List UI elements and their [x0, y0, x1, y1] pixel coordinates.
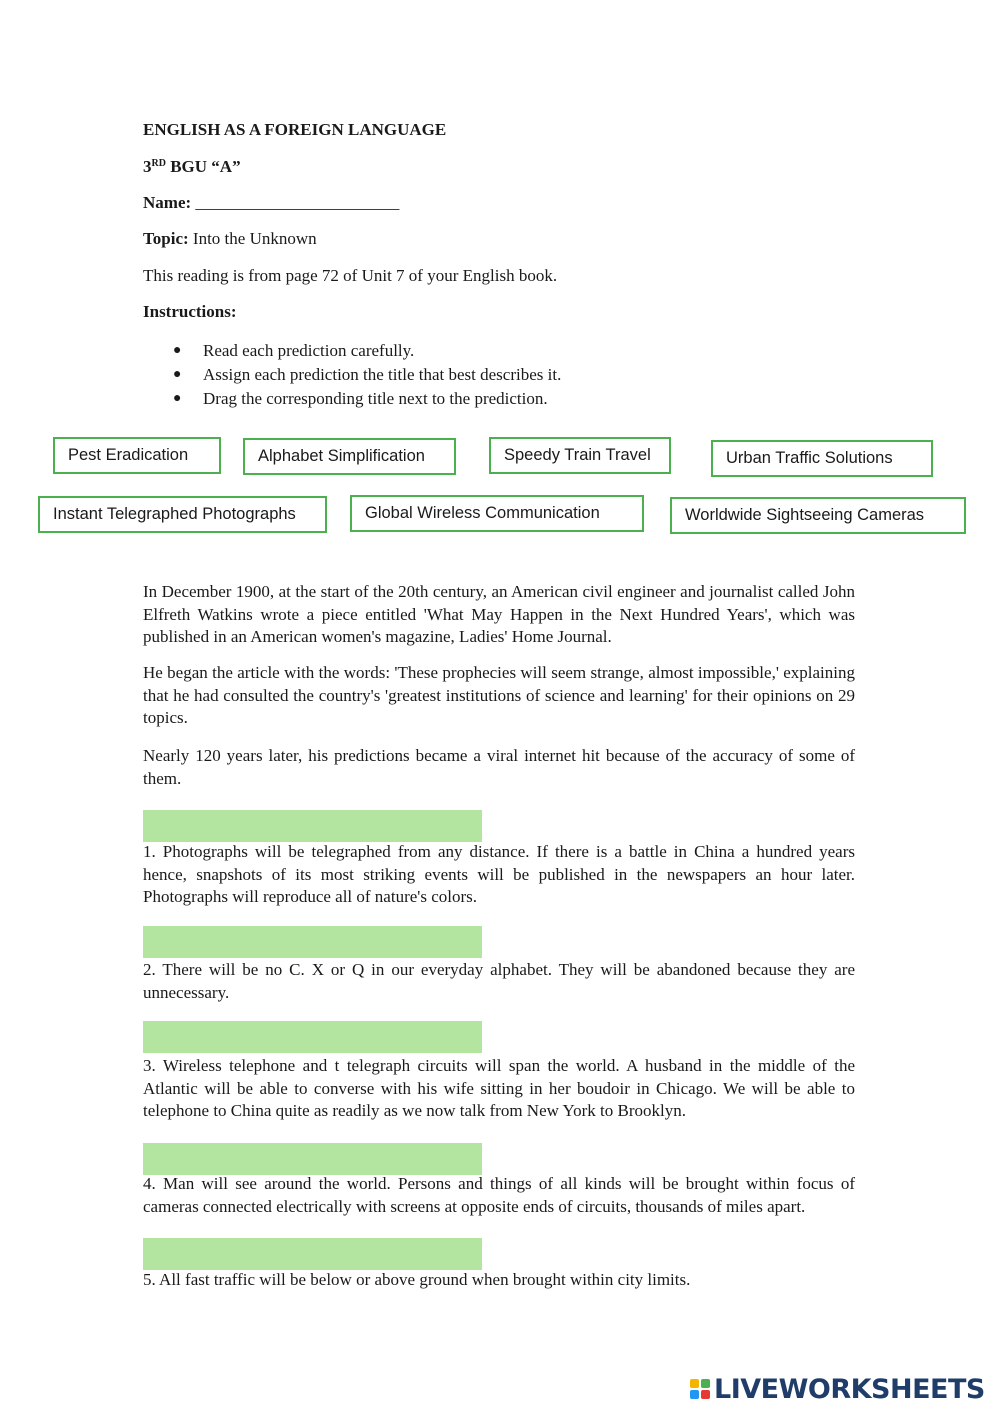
drag-tile-speedy-train-travel[interactable]: Speedy Train Travel [489, 437, 671, 474]
logo-square [690, 1379, 699, 1388]
topic-line [143, 228, 317, 250]
topic-label: Topic: [143, 229, 189, 248]
drag-tile-alphabet-simplification[interactable]: Alphabet Simplification [243, 438, 456, 475]
prediction-1: 1. Photographs will be telegraphed from any distance. If there is a battle in China a hundred years hence, snapshots of its most striking events will be published in the newspapers an hour later. Photographs will reproduce all of nature's colors. [143, 842, 855, 907]
grade-number: 3 [143, 157, 152, 176]
drop-zone-1[interactable] [143, 810, 482, 842]
topic-value: Into the Unknown [188, 229, 317, 248]
instructions-list [143, 339, 561, 411]
intro-paragraph: In December 1900, at the start of the 20th century, an American civil engineer and journalist called John Elfreth Watkins wrote a piece entitled 'What May Happen in the Next Hundred Years', which was published in an American women's magazine, Ladies' Home Journal. [143, 582, 855, 647]
drop-zone-5[interactable] [143, 1238, 482, 1270]
bullet-icon: ● [173, 343, 182, 358]
drag-tile-pest-eradication[interactable]: Pest Eradication [53, 437, 221, 474]
drag-tile-urban-traffic-solutions[interactable]: Urban Traffic Solutions [711, 440, 933, 477]
prediction-5: 5. All fast traffic will be below or above ground when brought within city limits. [143, 1270, 691, 1289]
name-label: Name: [143, 193, 192, 212]
logo-grid-icon [690, 1379, 710, 1399]
drag-tile-global-wireless-communication[interactable]: Global Wireless Communication [350, 495, 644, 532]
logo-square [701, 1390, 710, 1399]
logo-square [701, 1379, 710, 1388]
instruction-item: ● Read each prediction carefully. [143, 339, 561, 363]
intro-paragraph: He began the article with the words: 'These prophecies will seem strange, almost impossible,' explaining that he had consulted the country's 'greatest institutions of science and learning' for their opinions on 29 topics. [143, 663, 855, 728]
drop-zone-3[interactable] [143, 1021, 482, 1053]
instructions-label: Instructions: [143, 302, 237, 321]
drag-tile-instant-telegraphed-photographs[interactable]: Instant Telegraphed Photographs [38, 496, 327, 533]
grade-line [143, 156, 241, 178]
name-line [143, 192, 399, 214]
bullet-icon: ● [173, 367, 182, 382]
prediction-4: 4. Man will see around the world. Persons and things of all kinds will be brought within focus of cameras connected electrically with screens at opposite ends of circuits, thousands of miles apart. [143, 1174, 855, 1216]
prediction-2: 2. There will be no C. X or Q in our everyday alphabet. They will be abandoned because they are unnecessary. [143, 960, 855, 1002]
drop-zone-4[interactable] [143, 1143, 482, 1175]
grade-rest: BGU “A” [165, 157, 241, 176]
intro-paragraph: Nearly 120 years later, his predictions became a viral internet hit because of the accuracy of some of them. [143, 746, 855, 788]
instruction-item: ● Drag the corresponding title next to the prediction. [143, 387, 561, 411]
logo-square [690, 1390, 699, 1399]
logo-text: LIVEWORKSHEETS [714, 1373, 985, 1405]
instruction-item: ● Assign each prediction the title that best describes it. [143, 363, 561, 387]
name-blank: ________________________ [195, 193, 400, 212]
grade-suffix: RD [151, 158, 166, 169]
liveworksheets-logo [690, 1374, 985, 1404]
prediction-3: 3. Wireless telephone and t telegraph circuits will span the world. A husband in the middle of the Atlantic will be able to converse with his wife sitting in her boudoir in Chicago. We will be able to telephone to China quite as readily as we now talk from New York to Brooklyn. [143, 1056, 855, 1121]
drag-tile-worldwide-sightseeing-cameras[interactable]: Worldwide Sightseeing Cameras [670, 497, 966, 534]
source-note: This reading is from page 72 of Unit 7 of your English book. [143, 266, 558, 285]
bullet-icon: ● [173, 391, 182, 406]
course-title: ENGLISH AS A FOREIGN LANGUAGE [143, 120, 447, 139]
drop-zone-2[interactable] [143, 926, 482, 958]
